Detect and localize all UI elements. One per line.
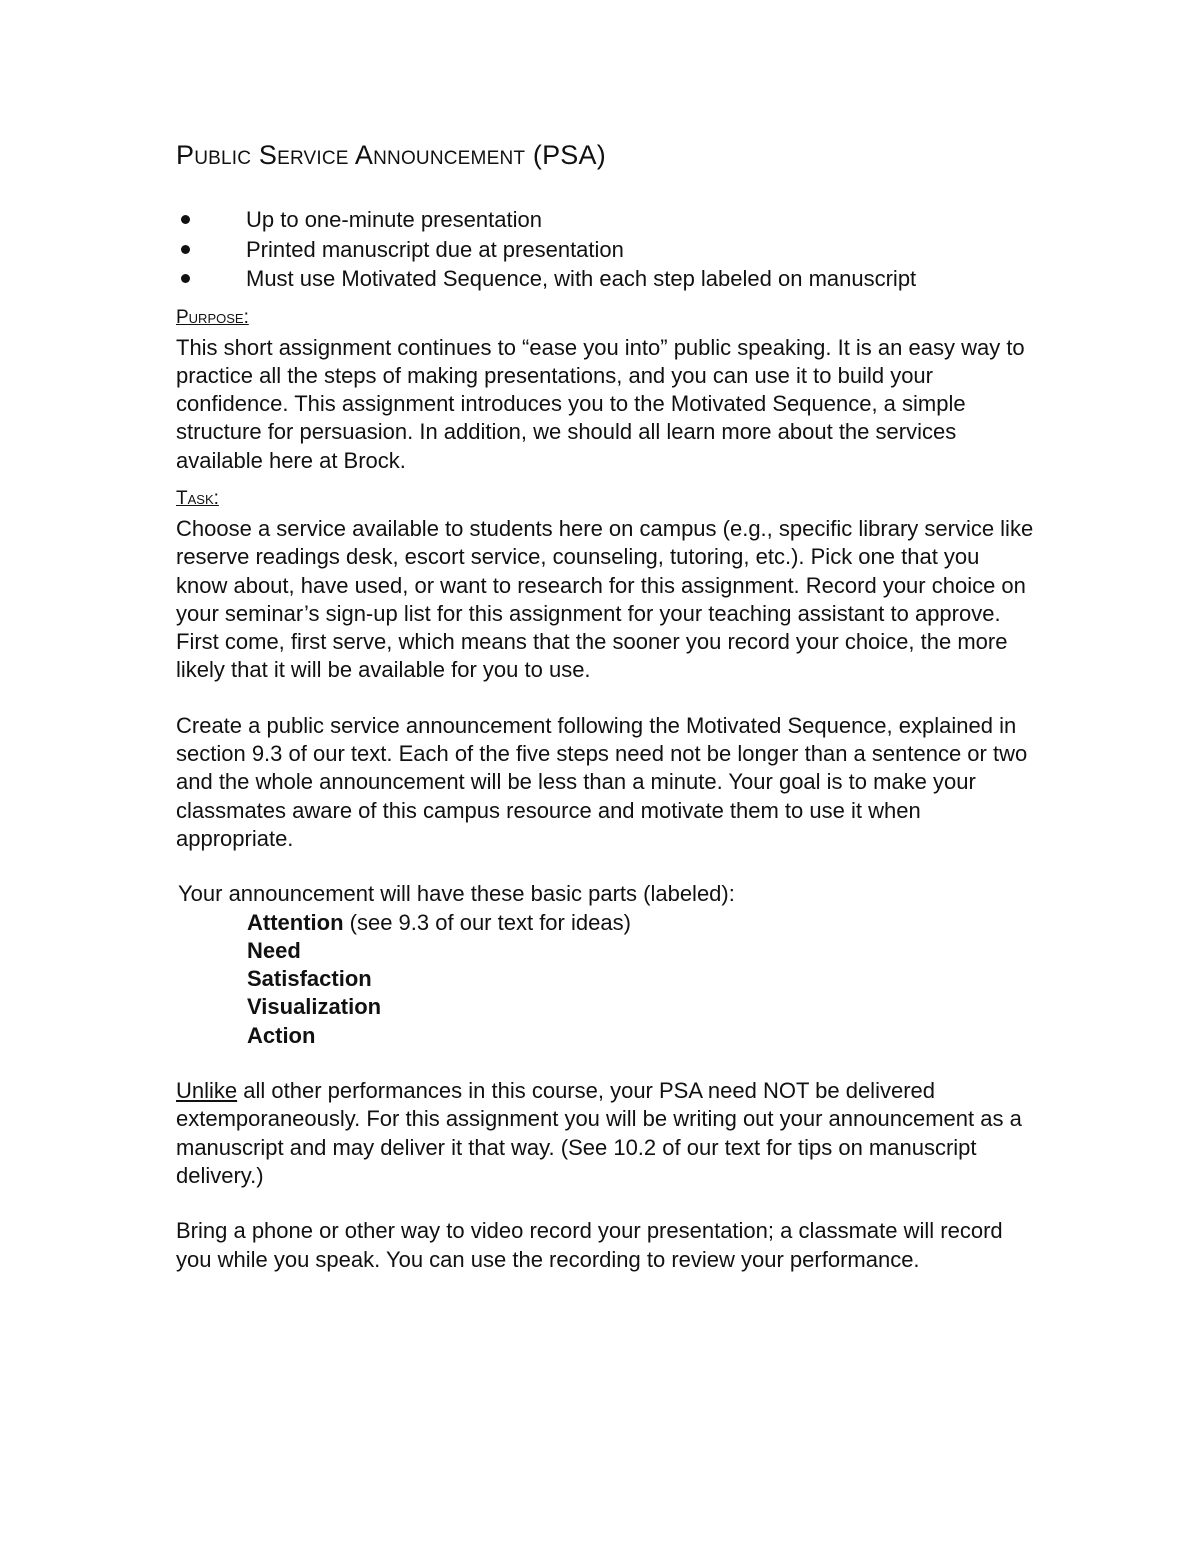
task-heading: Task: (176, 487, 219, 509)
requirement-text: Up to one-minute presentation (246, 207, 542, 232)
document-page (176, 140, 1036, 1274)
purpose-heading: Purpose: (176, 306, 249, 328)
unlike-emphasis: Unlike (176, 1078, 238, 1104)
part-name: Action (247, 1022, 316, 1048)
part-note: (see 9.3 of our text for ideas) (343, 909, 631, 935)
requirement-item (176, 264, 1036, 294)
part-item-satisfaction (247, 965, 1036, 993)
delivery-text: all other performances in this course, your PSA need NOT be delivered extemporaneously. For this assignment you will be writing out your announcement as a manuscript and may deliver it that way. (See 10.2 of our text for tips on manuscript delivery.) (176, 1078, 1022, 1188)
requirement-text: Must use Motivated Sequence, with each step labeled on manuscript (246, 266, 917, 291)
bullet-icon (181, 215, 190, 224)
motivated-sequence-parts (176, 909, 1036, 1050)
task-paragraph-create-psa: Create a public service announcement following the Motivated Sequence, explained in section 9.3 of our text. Each of the five steps need not be longer than a sentence or two and the whole announcement will be less than a minute. Your goal is to make your classmates aware of this campus resource and motivate them to use it when appropriate. (176, 712, 1028, 851)
requirement-text: Printed manuscript due at presentation (246, 236, 624, 262)
part-name: Satisfaction (247, 966, 372, 992)
document-title: Public Service Announcement (PSA) (176, 140, 606, 170)
part-item-visualization (247, 993, 1036, 1021)
part-item-need (247, 937, 1036, 965)
part-name: Attention (247, 909, 344, 935)
bullet-icon (181, 245, 190, 254)
task-paragraph-choose-service: Choose a service available to students here on campus (e.g., specific library service like reserve readings desk, escort service, counseling, tutoring, etc.). Pick one that you know about, have used, or want to research for this assignment. Record your choice on your seminar’s sign-up list for this assignment for your teaching assistant to approve. First come, first serve, which means that the sooner you record your choice, the more likely that it will be available for you to use. (176, 515, 1034, 683)
parts-intro: Your announcement will have these basic parts (labeled): (178, 881, 735, 907)
part-name: Visualization (247, 994, 382, 1020)
requirements-list (176, 205, 1036, 294)
task-paragraph-delivery (176, 1077, 1036, 1190)
requirement-item (176, 235, 1036, 265)
task-paragraph-recording: Bring a phone or other way to video record your presentation; a classmate will record you while you speak. You can use the recording to review your performance. (176, 1218, 1003, 1272)
part-item-attention (247, 909, 1036, 937)
part-name: Need (247, 937, 301, 963)
bullet-icon (181, 274, 190, 283)
purpose-paragraph: This short assignment continues to “ease you into” public speaking. It is an easy way to practice all the steps of making presentations, and you can use it to build your confidence. This assignment introduces you to the Motivated Sequence, a simple structure for persuasion. In addition, we should all learn more about the services available here at Brock. (176, 334, 1025, 473)
part-item-action (247, 1022, 1036, 1050)
requirement-item (176, 205, 1036, 235)
